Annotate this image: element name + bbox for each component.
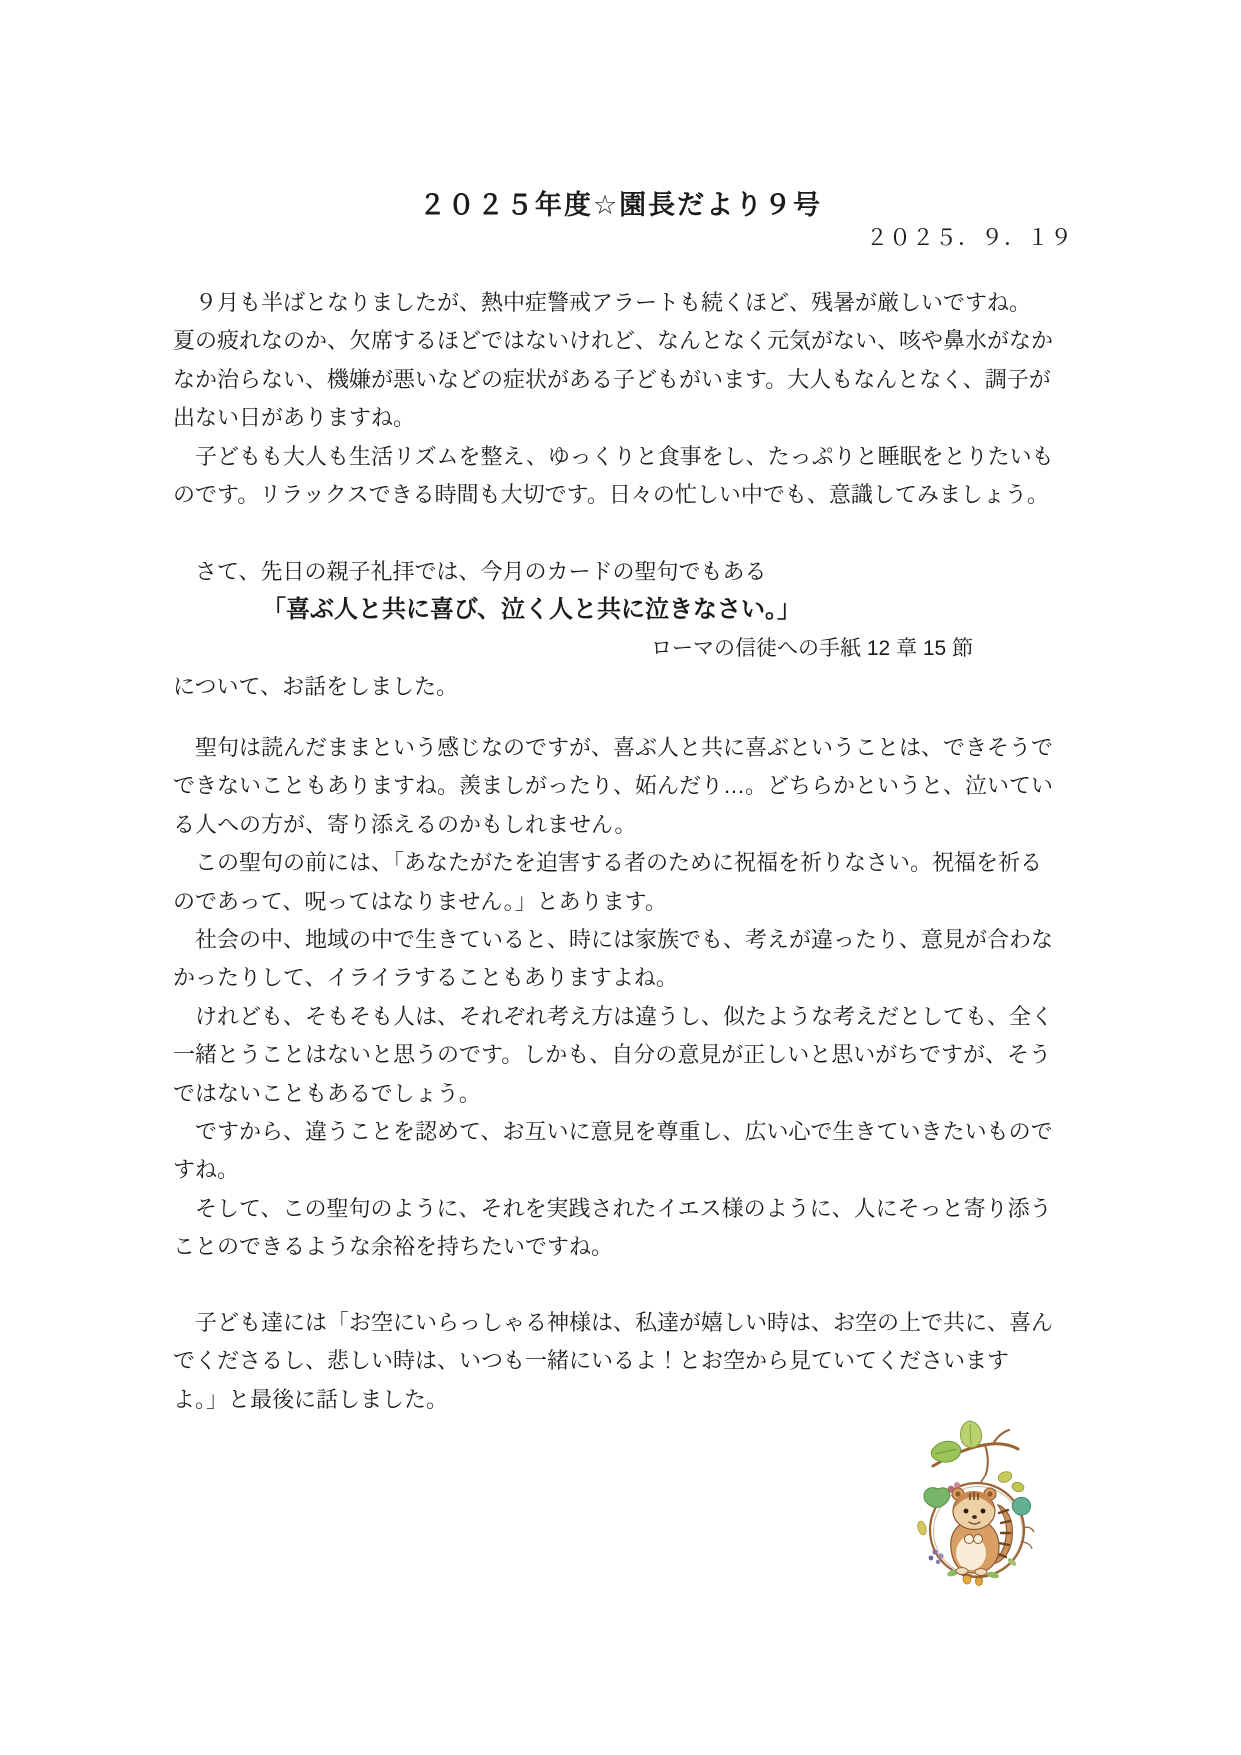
text-line: でくださるし、悲しい時は、いつも一緒にいるよ！とお空から見ていてくださいます	[173, 1348, 1010, 1374]
text-line: のです。リラックスできる時間も大切です。日々の忙しい中でも、意識してみましょう。	[173, 481, 1049, 507]
text-line: る人への方が、寄り添えるのかもしれません。	[173, 811, 637, 837]
text-line: 子どもも大人も生活リズムを整え、ゆっくりと食事をし、たっぷりと睡眠をとりたいも	[173, 443, 1054, 469]
chipmunk-wreath-icon	[913, 1416, 1041, 1592]
closing-paragraph	[173, 1304, 1083, 1419]
opening-paragraphs	[173, 284, 1083, 514]
text-line: ですから、違うことを認めて、お互いに意見を尊重し、広い心で生きていきたいもので	[173, 1118, 1053, 1144]
text-line: さて、先日の親子礼拝では、今月のカードの聖句でもある	[173, 559, 767, 584]
bible-verse: 「喜ぶ人と共に喜び、泣く人と共に泣きなさい。」	[262, 596, 802, 624]
text-line: この聖句の前には、「あなたがたを迫害する者のために祝福を祈りなさい。祝福を祈る	[173, 850, 1043, 876]
sermon-paragraphs	[173, 729, 1083, 1266]
text-line: 子ども達には「お空にいらっしゃる神様は、私達が嬉しい時は、お空の上で共に、喜ん	[173, 1310, 1054, 1335]
bible-reference: ローマの信徒への手紙 12 章 15 節	[651, 636, 974, 660]
text-line: すね。	[173, 1157, 240, 1183]
text-line: 社会の中、地域の中で生きていると、時には家族でも、考えが違ったり、意見が合わな	[173, 926, 1054, 952]
newsletter-title: ２０２５年度☆園長だより９号	[418, 190, 823, 220]
chipmunk-wreath-illustration	[913, 1416, 1041, 1592]
text-line: ではないこともあるでしょう。	[173, 1080, 481, 1106]
text-line: 一緒とうことはないと思うのです。しかも、自分の意見が正しいと思いがちですが、そう	[173, 1042, 1052, 1068]
text-line: できないこともありますね。羨ましがったり、妬んだり…。どちらかというと、泣いてい	[173, 773, 1054, 799]
text-line: なか治らない、機嫌が悪いなどの症状がある子どもがいます。大人もなんとなく、調子が	[173, 366, 1051, 392]
text-line: のであって、呪ってはなりません。」とあります。	[173, 888, 667, 914]
issue-date: ２０２５．９．１９	[865, 225, 1073, 250]
text-line: ことのできるような余裕を持ちたいですね。	[173, 1234, 614, 1260]
text-line: かったりして、イライラすることもありますよね。	[173, 965, 678, 991]
text-line: そして、この聖句のように、それを実践されたイエス様のように、人にそっと寄り添う	[173, 1195, 1052, 1221]
verse-section	[173, 553, 1083, 707]
text-line: よ。」と最後に話しました。	[173, 1386, 449, 1412]
text-line: について、お話をしました。	[173, 674, 459, 700]
text-line: けれども、そもそも人は、それぞれ考え方は違うし、似たような考えだとしても、全く	[173, 1003, 1054, 1029]
text-line: 聖句は読んだままという感じなのですが、喜ぶ人と共に喜ぶということは、できそうで	[173, 735, 1054, 760]
text-line: 出ない日がありますね。	[173, 405, 416, 431]
text-line: 夏の疲れなのか、欠席するほどではないけれど、なんとなく元気がない、咳や鼻水がなか	[173, 328, 1054, 354]
text-line: ９月も半ばとなりましたが、熱中症警戒アラートも続くほど、残暑が厳しいですね。	[173, 290, 1032, 315]
